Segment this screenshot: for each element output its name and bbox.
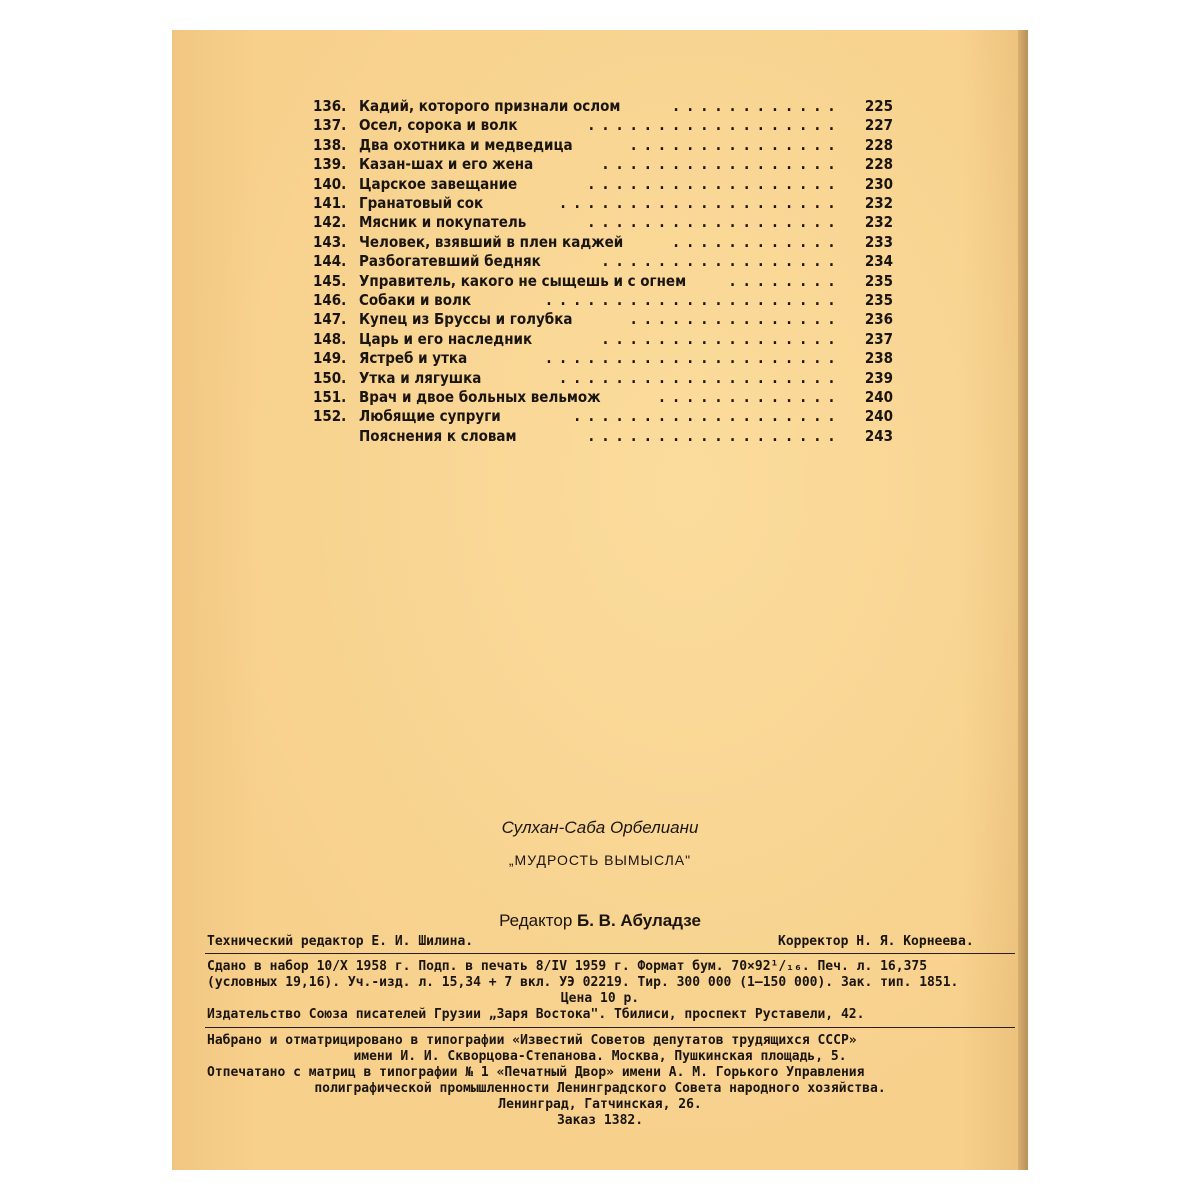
toc-entry xyxy=(313,135,893,155)
editor-line xyxy=(0,911,1200,931)
toc-entry-page: 232 xyxy=(864,213,893,232)
toc-entry-title: Ястреб и утка xyxy=(359,349,468,368)
toc-entry-page: 234 xyxy=(864,252,893,271)
toc-entry xyxy=(313,251,893,271)
toc-entry xyxy=(313,368,893,388)
toc-entry xyxy=(313,154,893,174)
toc-entry xyxy=(313,174,893,194)
toc-leader-dots: ..................... xyxy=(546,291,843,309)
toc-entry-page: 225 xyxy=(864,97,893,115)
toc-entry-number: 140. xyxy=(313,174,347,193)
toc-entry-number: 143. xyxy=(313,232,347,251)
toc-entry-number: 141. xyxy=(313,194,347,212)
toc-entry-page: 232 xyxy=(864,194,893,212)
toc-entry-title: Купец из Бруссы и голубка xyxy=(359,310,573,329)
editor-label: Редактор xyxy=(499,911,573,930)
toc-entry-number: 147. xyxy=(313,310,347,329)
toc-entry-number: 136. xyxy=(313,97,347,115)
toc-leader-dots: ................. xyxy=(602,252,843,271)
toc-entry xyxy=(313,426,893,446)
toc-leader-dots: ............ xyxy=(673,97,843,115)
toc-entry-title: Врач и двое больных вельмож xyxy=(359,388,601,406)
toc-entry-page: 228 xyxy=(864,135,893,154)
toc-entry-title: Разбогатевший бедняк xyxy=(359,252,541,271)
toc-entry xyxy=(313,232,893,252)
toc-entry-title: Утка и лягушка xyxy=(359,368,482,387)
toc-entry-number: 139. xyxy=(313,155,347,174)
toc-leader-dots: .................... xyxy=(560,368,843,387)
toc-leader-dots: .................. xyxy=(588,174,843,193)
toc-entry-page: 239 xyxy=(864,368,893,387)
print-line-1: Набрано и отматрицировано в типографии «Известий Советов депутатов трудящихся СССР» xyxy=(207,1033,857,1048)
corrector: Корректор Н. Я. Корнеева. xyxy=(778,934,974,949)
divider xyxy=(205,953,1015,954)
toc-entry-number: 152. xyxy=(313,407,347,426)
toc-entry xyxy=(313,290,893,310)
toc-leader-dots: ..................... xyxy=(546,349,843,368)
toc-leader-dots: .................. xyxy=(588,213,843,232)
publisher: Издательство Союза писателей Грузии „Заря Востока". Тбилиси, проспект Руставели, 42. xyxy=(207,1007,865,1022)
toc-entry xyxy=(313,115,893,135)
toc-entry-page: 235 xyxy=(864,291,893,309)
toc-entry-page: 243 xyxy=(864,426,893,445)
toc-entry-page: 233 xyxy=(864,232,893,251)
toc-leader-dots: ............ xyxy=(673,232,843,251)
toc-entry xyxy=(313,387,893,407)
toc-entry xyxy=(313,309,893,329)
imprint-line-2: (условных 19,16). Уч.-изд. л. 15,34 + 7 вкл. УЭ 02219. Тир. 300 000 (1—150 000). Зак. тип. 1851. xyxy=(207,975,959,990)
toc-entry xyxy=(313,212,893,232)
toc-entry-number: 148. xyxy=(313,329,347,348)
toc-leader-dots: .................. xyxy=(588,426,843,445)
imprint-line-1: Сдано в набор 10/X 1958 г. Подп. в печать 8/IV 1959 г. Формат бум. 70×92¹/₁₆. Печ. л. 16,375 xyxy=(207,959,928,974)
toc-entry-number: 142. xyxy=(313,213,347,232)
print-line-4: полиграфической промышленности Ленинградского Совета народного хозяйства. xyxy=(314,1081,886,1096)
toc-entry-number: 137. xyxy=(313,116,347,135)
price: Цена 10 р. xyxy=(560,991,640,1006)
toc-entry-page: 235 xyxy=(864,271,893,290)
toc-entry-title: Человек, взявший в плен каджей xyxy=(359,232,624,251)
toc-entry-number: 151. xyxy=(313,388,347,406)
toc-entry-page: 236 xyxy=(864,310,893,329)
toc-entry xyxy=(313,348,893,368)
tech-editor: Технический редактор Е. И. Шилина. xyxy=(207,934,474,949)
divider xyxy=(205,1027,1015,1028)
toc-entry xyxy=(313,193,893,213)
toc-entry-number: 149. xyxy=(313,349,347,368)
toc-entry xyxy=(313,406,893,426)
toc-entry-title: Мясник и покупатель xyxy=(359,213,527,232)
toc-leader-dots: ............. xyxy=(659,388,843,406)
toc-leader-dots: ................. xyxy=(602,329,843,348)
toc-entry xyxy=(313,271,893,291)
order-number: Заказ 1382. xyxy=(556,1113,644,1128)
print-line-3: Отпечатано с матриц в типографии № 1 «Печатный Двор» имени А. М. Горького Управления xyxy=(207,1065,865,1080)
toc-entry-title: Два охотника и медведица xyxy=(359,135,573,154)
toc-entry-title: Собаки и волк xyxy=(359,291,472,309)
toc-leader-dots: .................. xyxy=(588,116,843,135)
toc-entry-title: Пояснения к словам xyxy=(359,426,517,445)
toc-entry-page: 240 xyxy=(864,388,893,406)
toc-entry-number: 150. xyxy=(313,368,347,387)
toc-leader-dots: ................. xyxy=(602,155,843,174)
toc-entry-title: Казан-шах и его жена xyxy=(359,155,534,174)
toc-entry-page: 238 xyxy=(864,349,893,368)
toc-entry-title: Кадий, которого признали ослом xyxy=(359,97,621,115)
toc-entry-title: Гранатовый сок xyxy=(359,194,484,212)
toc-entry-page: 230 xyxy=(864,174,893,193)
toc-leader-dots: ................... xyxy=(574,407,843,426)
toc-entry-number: 146. xyxy=(313,291,347,309)
book-title: „МУДРОСТЬ ВЫМЫСЛА" xyxy=(508,852,692,868)
print-line-5: Ленинград, Гатчинская, 26. xyxy=(498,1097,702,1112)
toc-entry xyxy=(313,96,893,116)
toc-leader-dots: ............... xyxy=(631,310,843,329)
toc-entry-page: 228 xyxy=(864,155,893,174)
toc-entry-title: Царь и его наследник xyxy=(359,329,533,348)
toc-leader-dots: .................... xyxy=(560,194,843,212)
toc-entry-title: Управитель, какого не сыщешь и с огнем xyxy=(359,271,687,290)
toc-entry-title: Любящие супруги xyxy=(359,407,501,426)
toc-entry-title: Царское завещание xyxy=(359,174,518,193)
editor-name: Б. В. Абуладзе xyxy=(577,911,701,930)
toc-entry xyxy=(313,329,893,349)
toc-entry-number: 144. xyxy=(313,252,347,271)
toc-leader-dots: ........ xyxy=(729,271,843,290)
toc-entry-page: 237 xyxy=(864,329,893,348)
toc-entry-page: 227 xyxy=(864,116,893,135)
toc-entry-page: 240 xyxy=(864,407,893,426)
author-name: Сулхан-Саба Орбелиани xyxy=(501,818,699,837)
toc-entry-number: 138. xyxy=(313,135,347,154)
toc-entry-number: 145. xyxy=(313,271,347,290)
toc-leader-dots: ............... xyxy=(631,135,843,154)
toc-entry-title: Осел, сорока и волк xyxy=(359,116,518,135)
print-line-2: имени И. И. Скворцова-Степанова. Москва, Пушкинская площадь, 5. xyxy=(353,1049,847,1064)
